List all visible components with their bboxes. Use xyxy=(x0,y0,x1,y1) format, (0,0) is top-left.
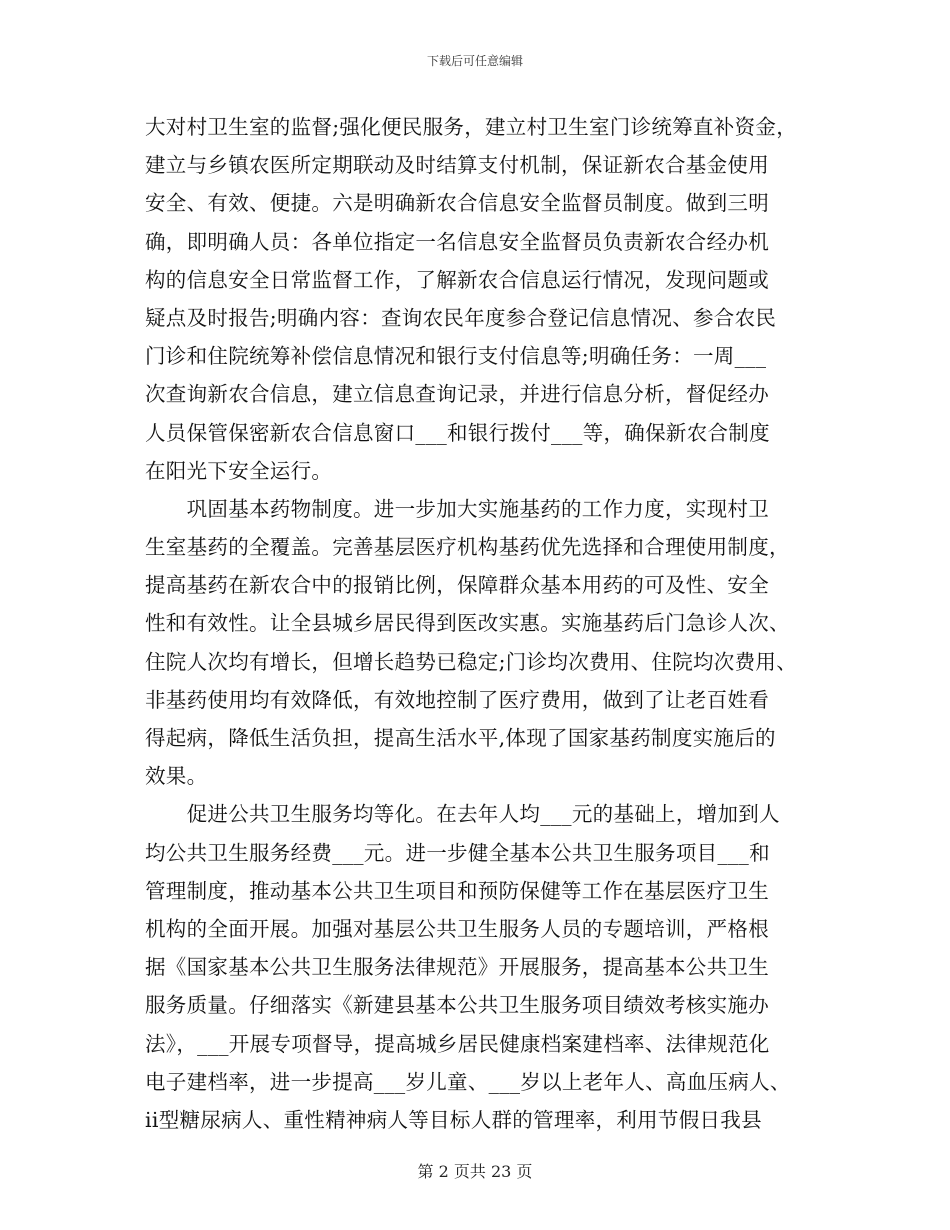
text-line: 管理制度，推动基本公共卫生项目和预防保健等工作在基层医疗卫生 xyxy=(145,878,769,903)
text-line: ii型糖尿病人、重性精神病人等目标人群的管理率，利用节假日我县 xyxy=(145,1107,762,1132)
text-line: 得起病，降低生活负担，提高生活水平,体现了国家基药制度实施后的 xyxy=(145,726,776,750)
text-line: 性和有效性。让全县城乡居民得到医改实惠。实施基药后门急诊人次、 xyxy=(145,611,790,636)
text-line: 人员保管保密新农合信息窗口___和银行拨付___等，确保新农合制度 xyxy=(145,420,770,445)
text-line: 门诊和住院统筹补偿信息情况和银行支付信息等;明确任务：一周___ xyxy=(145,344,767,369)
text-line: 构的信息安全日常监督工作，了解新农合信息运行情况，发现问题或 xyxy=(145,267,769,292)
text-line: 非基药使用均有效降低，有效地控制了医疗费用，做到了让老百姓看 xyxy=(145,687,769,712)
text-line: 机构的全面开展。加强对基层公共卫生服务人员的专题培训，严格根 xyxy=(145,916,769,941)
text-line: 确，即明确人员：各单位指定一名信息安全监督员负责新农合经办机 xyxy=(145,229,769,254)
page-header: 下载后可任意编辑 xyxy=(426,54,523,68)
text-line: 住院人次均有增长，但增长趋势已稳定;门诊均次费用、住院均次费用、 xyxy=(145,649,798,674)
text-line: 促进公共卫生服务均等化。在去年人均___元的基础上，增加到人 xyxy=(145,802,780,827)
text-line: 在阳光下安全运行。 xyxy=(145,458,333,483)
text-line: 电子建档率，进一步提高___岁儿童、___岁以上老年人、高血压病人、 xyxy=(145,1069,791,1094)
text-line: 次查询新农合信息，建立信息查询记录，并进行信息分析，督促经办 xyxy=(145,382,769,407)
text-line: 据《国家基本公共卫生服务法律规范》开展服务，提高基本公共卫生 xyxy=(145,955,769,980)
text-line: 服务质量。仔细落实《新建县基本公共卫生服务项目绩效考核实施办 xyxy=(145,993,769,1018)
text-line: 均公共卫生服务经费___元。进一步健全基本公共卫生服务项目___和 xyxy=(145,840,770,865)
text-line: 生室基药的全覆盖。完善基层医疗机构基药优先选择和合理使用制度， xyxy=(145,535,790,560)
text-line: 效果。 xyxy=(145,764,208,789)
text-line: 提高基药在新农合中的报销比例，保障群众基本用药的可及性、安全 xyxy=(145,573,769,598)
page-footer: 第 2 页共 23 页 xyxy=(417,1162,533,1181)
document-body xyxy=(145,108,815,1139)
text-line: 建立与乡镇农医所定期联动及时结算支付机制，保证新农合基金使用 xyxy=(145,153,769,178)
text-line: 疑点及时报告;明确内容：查询农民年度参合登记信息情况、参合农民 xyxy=(145,305,777,330)
text-line: 巩固基本药物制度。进一步加大实施基药的工作力度，实现村卫 xyxy=(145,496,769,521)
text-line: 安全、有效、便捷。六是明确新农合信息安全监督员制度。做到三明 xyxy=(145,191,769,216)
text-line: 法》，___开展专项督导，提高城乡居民健康档案建档率、法律规范化 xyxy=(145,1031,770,1056)
text-line: 大对村卫生室的监督;强化便民服务，建立村卫生室门诊统筹直补资金， xyxy=(145,115,798,139)
